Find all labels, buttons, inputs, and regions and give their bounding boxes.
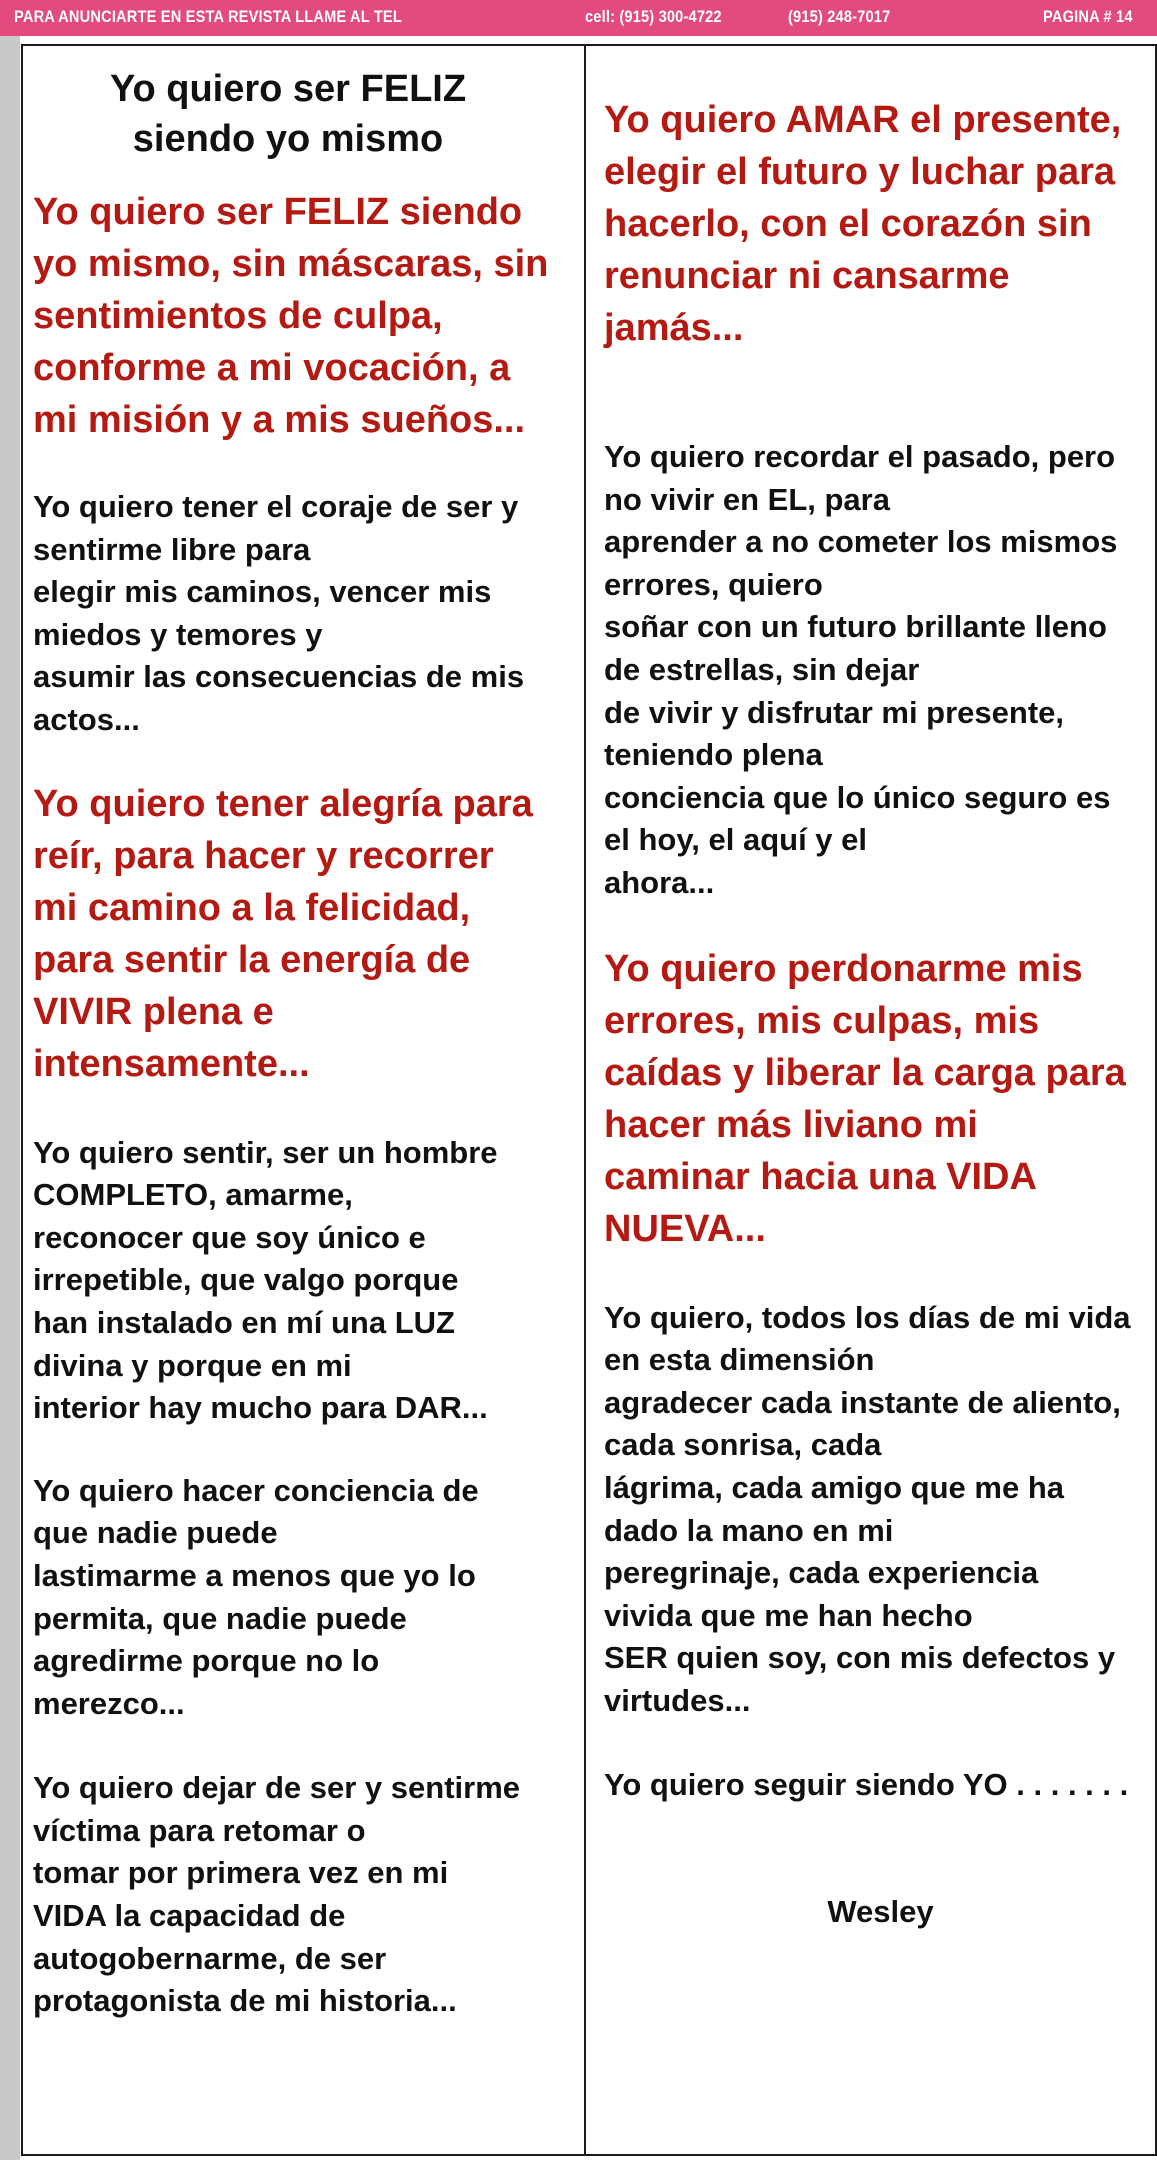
paragraph: Yo quiero hacer conciencia de que nadie puede lastimarme a menos que yo lo permita, que nadie puede agredirme porque no lo merezco... [33, 1472, 479, 1721]
page-edge-strip [0, 36, 20, 2160]
left-column [33, 64, 573, 2023]
ad-text: PARA ANUNCIARTE EN ESTA REVISTA LLAME AL TEL [14, 7, 402, 26]
right-column [604, 94, 1157, 1933]
signature: Wesley [827, 1894, 934, 1930]
page-header-bar [0, 0, 1157, 36]
paragraph-red: Yo quiero tener alegría para reír, para hacer y recorrer mi camino a la felicidad, para sentir la energía de VIVIR plena e intensamente... [33, 782, 533, 1085]
paragraph: Yo quiero recordar el pasado, pero no vivir en EL, para aprender a no cometer los mismos errores, quiero soñar con un futuro brillante lleno de estrellas, sin dejar de vivir y disfrutar mi presente, teniendo plena conciencia que lo único seguro es el hoy, el aquí y el ahora... [604, 439, 1118, 900]
column-divider [584, 44, 586, 2156]
phone-office: (915) 248-7017 [788, 7, 891, 26]
paragraph-red: Yo quiero ser FELIZ siendo yo mismo, sin máscaras, sin sentimientos de culpa, conforme a mi vocación, a mi misión y a mis sueños... [33, 191, 549, 441]
paragraph: Yo quiero tener el coraje de ser y sentirme libre para elegir mis caminos, vencer mis miedos y temores y asumir las consecuencias de mis actos... [33, 489, 525, 737]
paragraph: Yo quiero, todos los días de mi vida en esta dimensión agradecer cada instante de aliento, cada sonrisa, cada lágrima, cada amigo que me ha dado la mano en mi peregrinaje, cada experiencia vivida que me han hecho SER quien soy, con mis defectos y virtudes... [604, 1299, 1131, 1718]
article-title: Yo quiero ser FELIZ siendo yo mismo [109, 68, 467, 160]
phone-cell: cell: (915) 300-4722 [585, 7, 722, 26]
paragraph-red: Yo quiero AMAR el presente, elegir el futuro y luchar para hacerlo, con el corazón sin renunciar ni cansarme jamás... [604, 99, 1122, 349]
closing-line: Yo quiero seguir siendo YO . . . . . . . [604, 1767, 1129, 1803]
paragraph: Yo quiero dejar de ser y sentirme víctima para retomar o tomar por primera vez en mi VIDA la capacidad de autogobernarme, de ser protagonista de mi historia... [33, 1770, 520, 2019]
paragraph: Yo quiero sentir, ser un hombre COMPLETO, amarme, reconocer que soy único e irrepetible, que valgo porque han instalado en mí una LUZ divina y porque en mi interior hay mucho para DAR... [33, 1134, 498, 1426]
paragraph-red: Yo quiero perdonarme mis errores, mis culpas, mis caídas y liberar la carga para hacer más liviano mi caminar hacia una VIDA NUEVA... [604, 947, 1126, 1250]
page-number: PAGINA # 14 [1043, 7, 1133, 26]
